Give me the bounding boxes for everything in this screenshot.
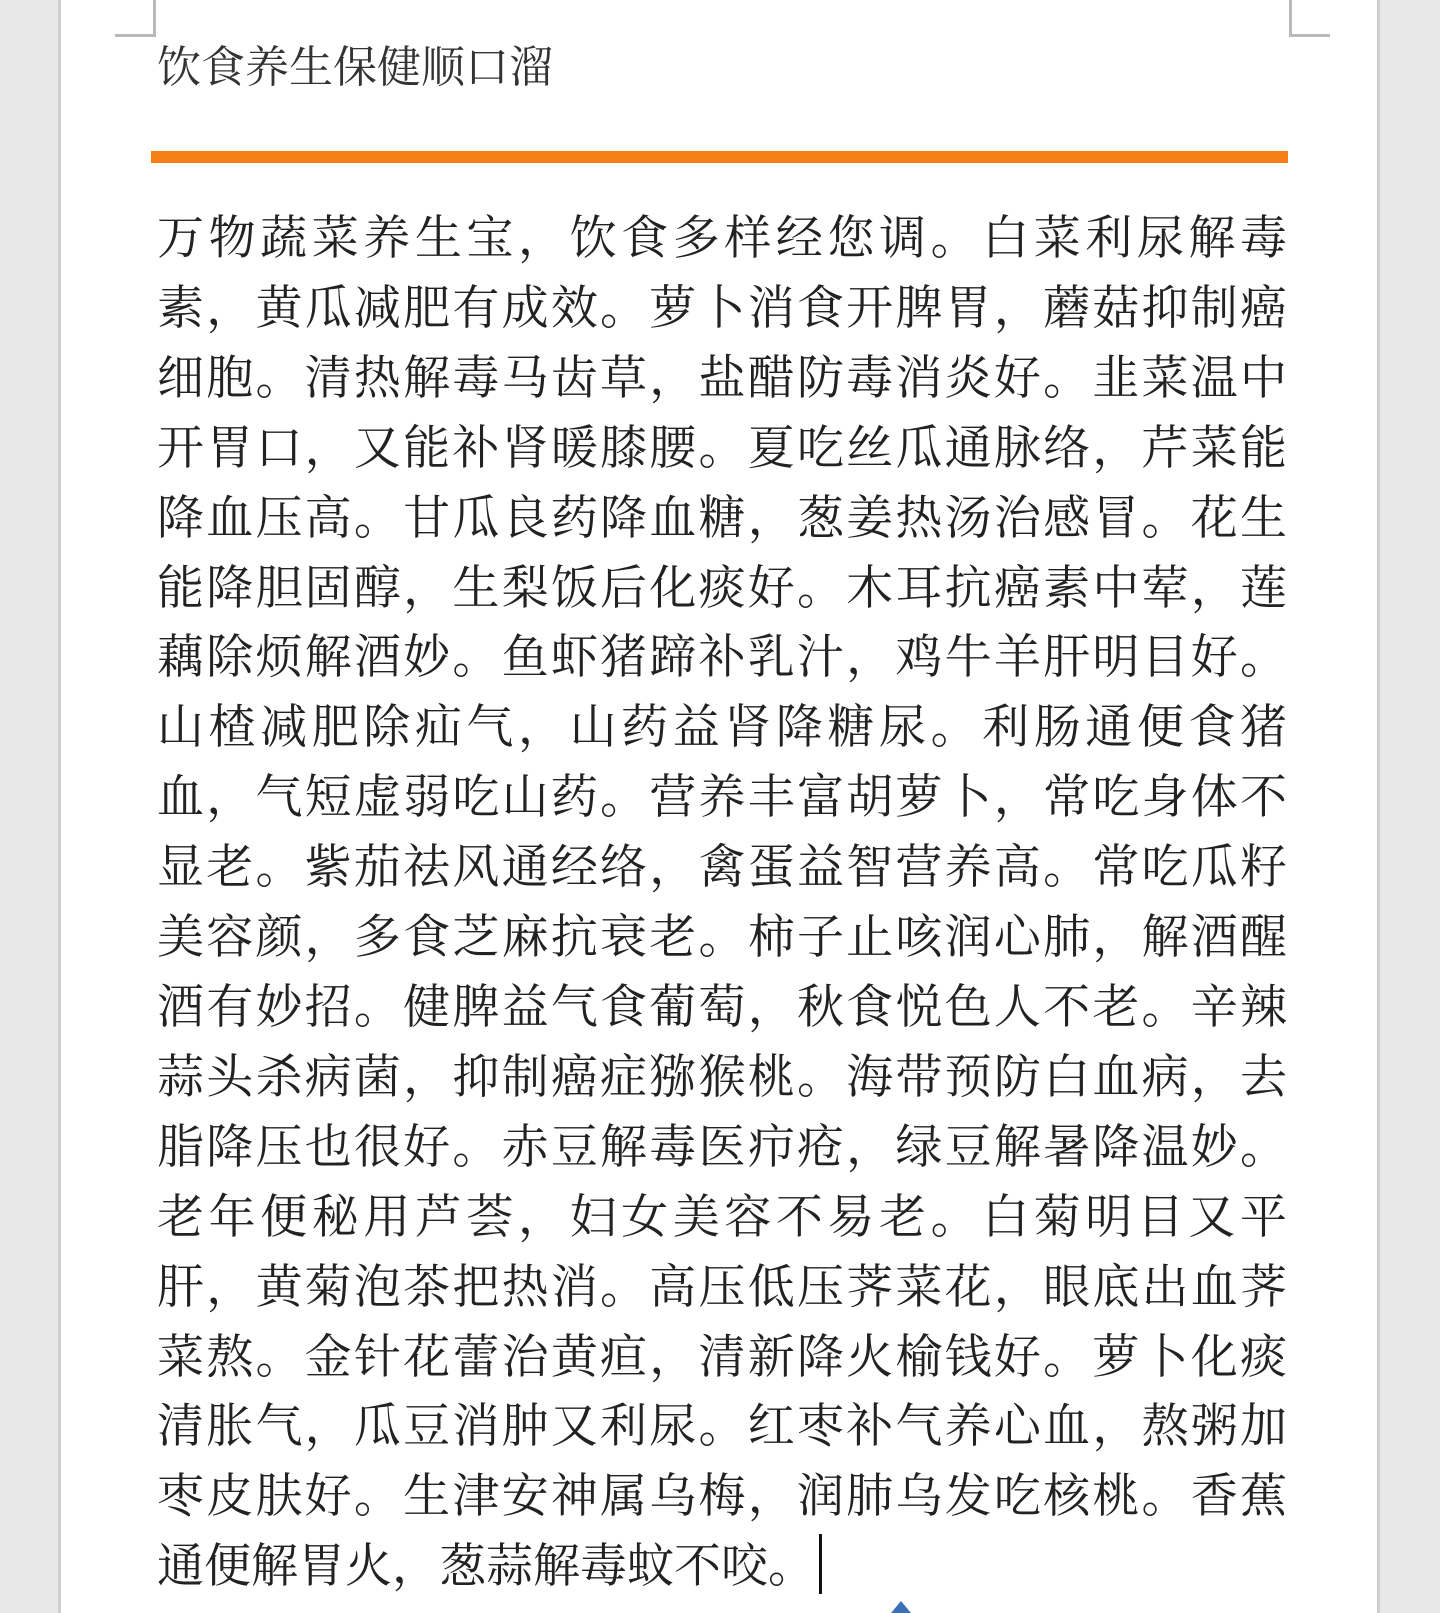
body-line: 枣皮肤好。生津安神属乌梅，润肺乌发吃核桃。香蕉 xyxy=(157,1469,1287,1525)
body-line: 山楂减肥除疝气，山药益肾降糖尿。利肠通便食猪 xyxy=(157,700,1287,756)
cursor-drag-handle[interactable] xyxy=(891,1601,911,1613)
body-line: 脂降压也很好。赤豆解毒医疖疮，绿豆解暑降温妙。 xyxy=(157,1119,1287,1175)
body-line: 老年便秘用芦荟，妇女美容不易老。白菊明目又平 xyxy=(157,1189,1287,1245)
body-line: 能降胆固醇，生梨饭后化痰好。木耳抗癌素中荤，莲 xyxy=(157,560,1287,616)
body-line: 藕除烦解酒妙。鱼虾猪蹄补乳汁，鸡牛羊肝明目好。 xyxy=(157,630,1287,686)
document-body[interactable] xyxy=(157,204,1287,1602)
body-line: 素，黄瓜减肥有成效。萝卜消食开脾胃，蘑菇抑制癌 xyxy=(157,280,1287,336)
document-page xyxy=(58,0,1380,1613)
title-divider-rule xyxy=(151,151,1288,163)
body-line: 菜熬。金针花蕾治黄疸，清新降火榆钱好。萝卜化痰 xyxy=(157,1329,1287,1385)
body-line-last-text: 通便解胃火，葱蒜解毒蚊不咬。 xyxy=(157,1539,815,1595)
body-line: 血，气短虚弱吃山药。营养丰富胡萝卜，常吃身体不 xyxy=(157,770,1287,826)
body-line: 开胃口，又能补肾暖膝腰。夏吃丝瓜通脉络，芹菜能 xyxy=(157,420,1287,476)
body-line: 显老。紫茄祛风通经络，禽蛋益智营养高。常吃瓜籽 xyxy=(157,840,1287,896)
top-left-margin-marker xyxy=(115,0,156,37)
body-line: 万物蔬菜养生宝，饮食多样经您调。白菜利尿解毒 xyxy=(157,211,1287,266)
body-line: 细胞。清热解毒马齿草，盐醋防毒消炎好。韭菜温中 xyxy=(157,350,1287,406)
document-title: 饮食养生保健顺口溜 xyxy=(157,42,553,93)
text-cursor xyxy=(819,1534,822,1594)
body-line: 蒜头杀病菌，抑制癌症猕猴桃。海带预防白血病，去 xyxy=(157,1049,1287,1105)
body-line: 酒有妙招。健脾益气食葡萄，秋食悦色人不老。辛辣 xyxy=(157,979,1287,1035)
body-line: 美容颜，多食芝麻抗衰老。柿子止咳润心肺，解酒醒 xyxy=(157,910,1287,966)
body-line: 清胀气，瓜豆消肿又利尿。红枣补气养心血，熬粥加 xyxy=(157,1399,1287,1455)
body-line: 肝，黄菊泡茶把热消。高压低压荠菜花，眼底出血荠 xyxy=(157,1259,1287,1315)
top-right-margin-marker xyxy=(1289,0,1330,37)
body-line: 降血压高。甘瓜良药降血糖，葱姜热汤治感冒。花生 xyxy=(157,490,1287,546)
body-line-last xyxy=(157,1532,1287,1602)
